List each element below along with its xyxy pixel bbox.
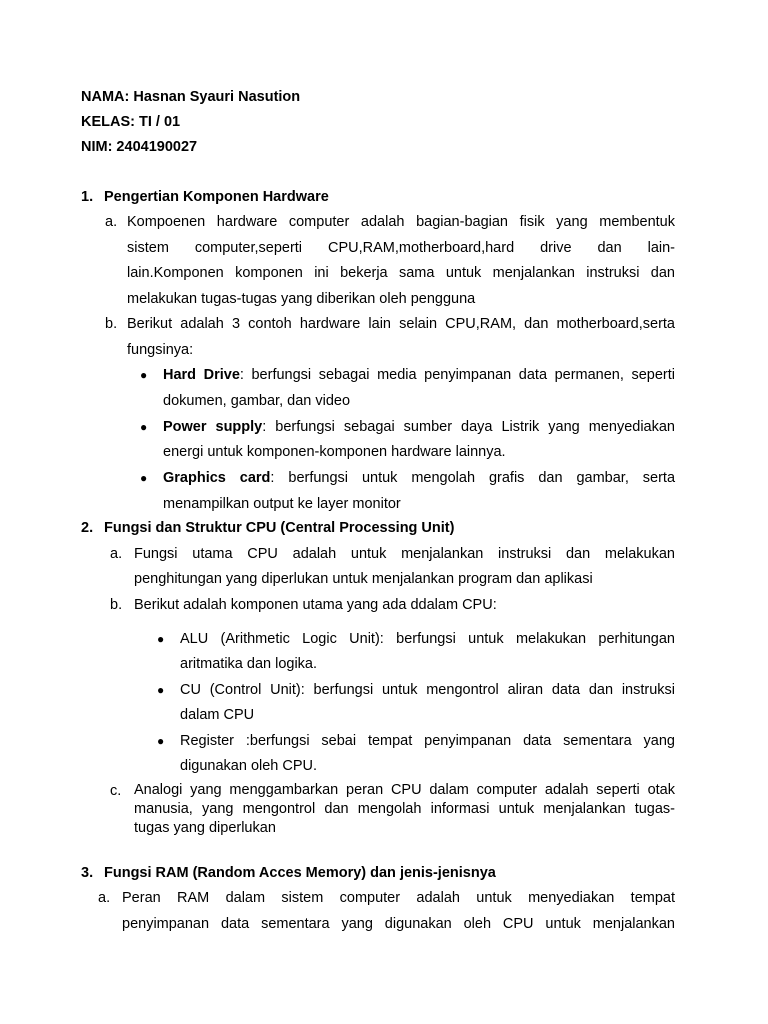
s2-bullet-1-cont: aritmatika dan logika. [180, 656, 318, 672]
student-nim: NIM: 2404190027 [81, 139, 198, 155]
s2-bullet-2: CU (Control Unit): berfungsi untuk mengontrol aliran data dan instruksi [180, 682, 675, 698]
s3-a-line-1: Peran RAM dalam sistem computer adalah untuk menyediakan tempat [122, 890, 675, 906]
s1-bullet-3 [163, 468, 675, 488]
bullet-icon: ● [157, 683, 165, 697]
s1-a-line-3: lain.Komponen komponen ini bekerja sama untuk menjalankan instruksi dan [127, 265, 675, 281]
s2-bullet-2-cont: dalam CPU [180, 707, 255, 723]
s2-a-line-1: Fungsi utama CPU adalah untuk menjalankan instruksi dan melakukan [134, 546, 675, 562]
bullet-text: : berfungsi sebagai sumber daya Listrik yang menyediakan [262, 419, 675, 435]
s1-a-marker: a. [105, 214, 118, 230]
section-1-title: Pengertian Komponen Hardware [104, 189, 329, 205]
s1-a-line-4: melakukan tugas-tugas yang diberikan oleh pengguna [127, 291, 476, 307]
section-3-title: Fungsi RAM (Random Acces Memory) dan jenis-jenisnya [104, 865, 496, 881]
section-2-number: 2. [81, 520, 94, 536]
bullet-icon: ● [140, 420, 148, 434]
section-1-number: 1. [81, 189, 94, 205]
student-class: KELAS: TI / 01 [81, 114, 181, 130]
bullet-text: : berfungsi untuk mengolah grafis dan gambar, serta [270, 470, 676, 486]
s2-c-line-3: tugas yang diperlukan [134, 820, 276, 836]
s2-bullet-3: Register :berfungsi sebai tempat penyimpanan data sementara yang [180, 733, 675, 749]
bullet-text: : berfungsi sebagai media penyimpanan data permanen, seperti [239, 367, 675, 383]
bullet-icon: ● [140, 471, 148, 485]
bullet-term: Graphics card [163, 470, 271, 486]
bullet-icon: ● [157, 632, 165, 646]
s2-c-line-2: manusia, yang mengontrol dan mengolah informasi untuk menjalankan tugas- [134, 801, 675, 817]
section-3-number: 3. [81, 865, 94, 881]
s3-a-marker: a. [98, 890, 111, 906]
student-name: NAMA: Hasnan Syauri Nasution [81, 89, 301, 105]
s1-bullet-1 [163, 365, 675, 385]
s1-b-line-1: Berikut adalah 3 contoh hardware lain selain CPU,RAM, dan motherboard,serta [127, 316, 675, 332]
bullet-icon: ● [140, 368, 148, 382]
bullet-icon: ● [157, 734, 165, 748]
s1-bullet-1-cont: dokumen, gambar, dan video [163, 393, 351, 409]
bullet-term: Power supply [163, 419, 263, 435]
s2-a-marker: a. [110, 546, 123, 562]
s2-c-marker: c. [110, 783, 122, 799]
s1-bullet-3-cont: menampilkan output ke layer monitor [163, 496, 401, 512]
s3-a-line-2: penyimpanan data sementara yang digunakan oleh CPU untuk menjalankan [122, 916, 675, 932]
s2-c-line-1: Analogi yang menggambarkan peran CPU dalam computer adalah seperti otak [134, 782, 675, 798]
s1-a-line-1: Kompoenen hardware computer adalah bagian-bagian fisik yang membentuk [127, 214, 675, 230]
s2-b-marker: b. [110, 597, 123, 613]
s2-bullet-1: ALU (Arithmetic Logic Unit): berfungsi untuk melakukan perhitungan [180, 631, 675, 647]
s2-b-line: Berikut adalah komponen utama yang ada ddalam CPU: [134, 597, 497, 613]
section-2-title: Fungsi dan Struktur CPU (Central Processing Unit) [104, 520, 455, 536]
s1-b-marker: b. [105, 316, 118, 332]
s1-bullet-2-cont: energi untuk komponen-komponen hardware lainnya. [163, 444, 506, 460]
s2-a-line-2: penghitungan yang diperlukan untuk menjalankan program dan aplikasi [134, 571, 593, 587]
s1-b-line-2: fungsinya: [127, 342, 194, 358]
s1-bullet-2 [163, 417, 675, 437]
s1-a-line-2: sistem computer,seperti CPU,RAM,motherboard,hard drive dan lain- [127, 240, 675, 256]
bullet-term: Hard Drive [163, 367, 240, 383]
s2-bullet-3-cont: digunakan oleh CPU. [180, 758, 318, 774]
